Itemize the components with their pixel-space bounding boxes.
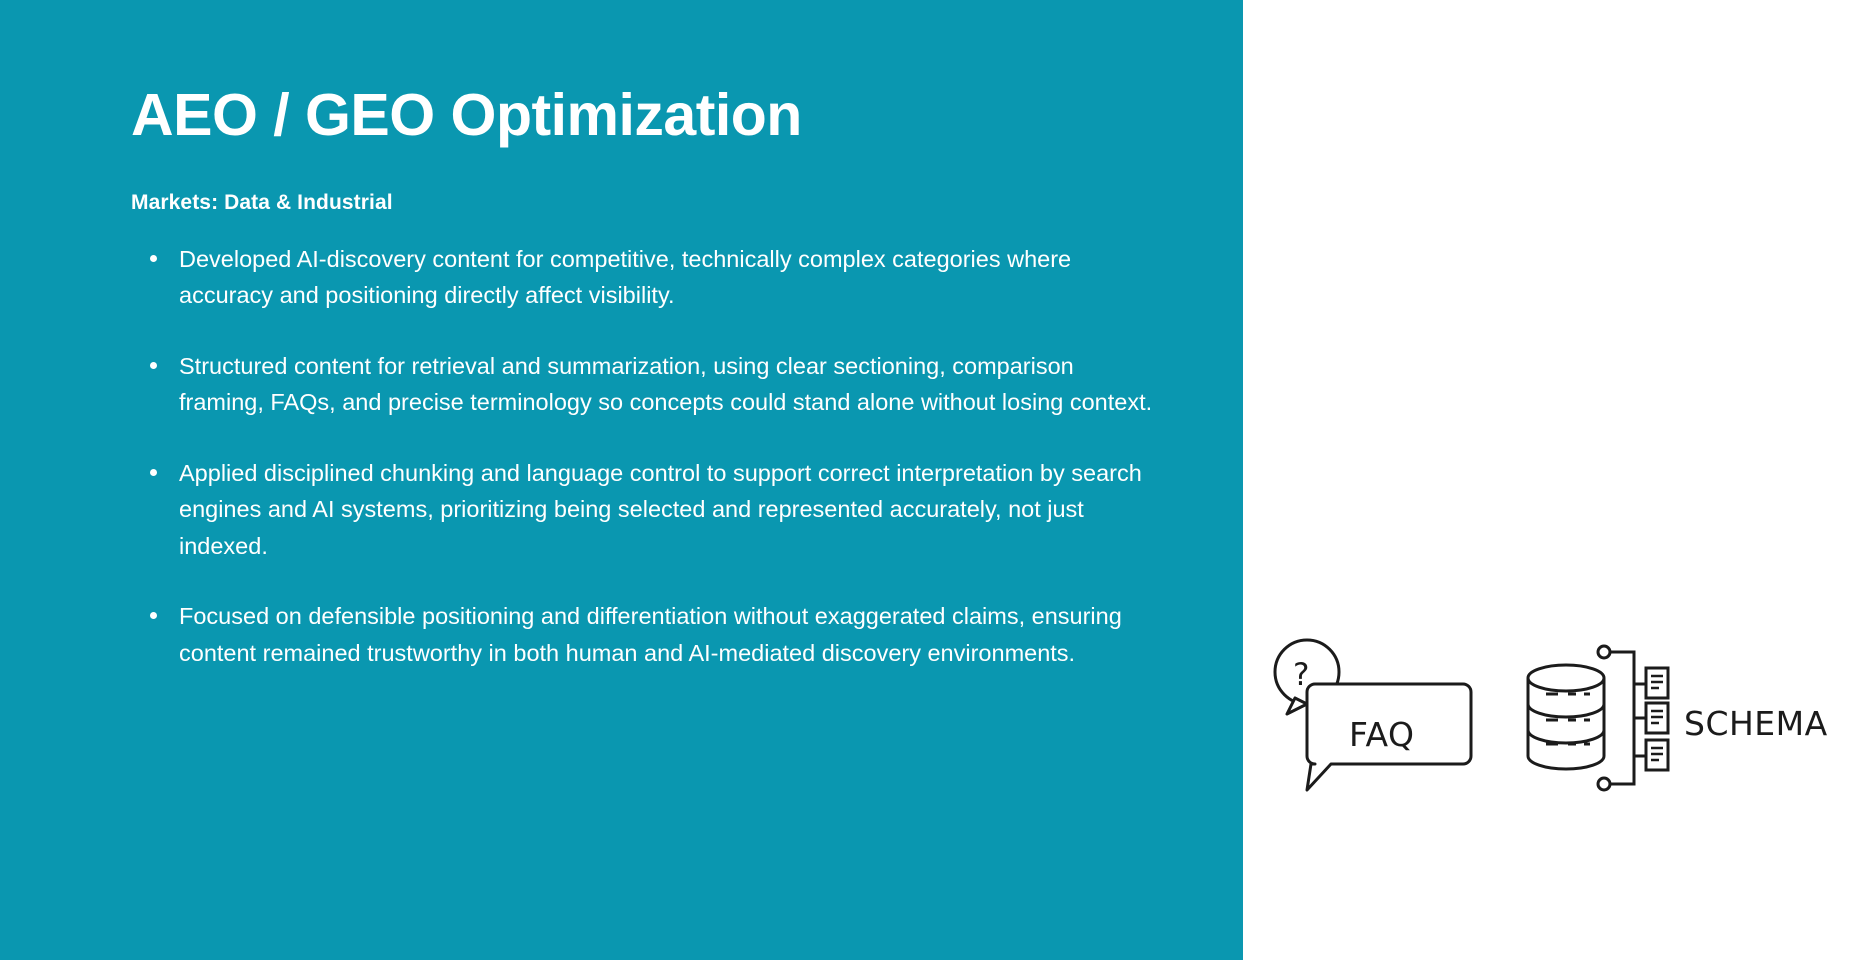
list-item xyxy=(150,455,1153,565)
schema-graphic xyxy=(1518,638,1828,808)
subtitle-markets: Markets: Data & Industrial xyxy=(131,190,393,214)
schema-database-icon xyxy=(1518,638,1678,808)
list-item-text: Focused on defensible positioning and differentiation without exaggerated claims, ensuring content remained trustworthy in both human and AI-mediated discovery environments. xyxy=(179,603,1122,666)
bullet-dot-icon xyxy=(150,255,157,262)
question-mark-glyph: ? xyxy=(1293,657,1310,693)
list-item-text: Developed AI-discovery content for competitive, technically complex categories where accuracy and positioning directly affect visibility. xyxy=(179,245,1072,309)
list-item xyxy=(150,598,1153,671)
list-item xyxy=(150,348,1153,421)
illustration-panel xyxy=(1243,0,1875,960)
bullet-dot-icon xyxy=(150,612,157,619)
list-item-text: Applied disciplined chunking and language control to support correct interpretation by search engines and AI systems, prioritizing being selected and represented accurately, not just indexed. xyxy=(179,459,1142,559)
list-item-text: Structured content for retrieval and summarization, using clear sectioning, comparison framing, FAQs, and precise terminology so concepts could stand alone without losing context. xyxy=(179,352,1153,416)
faq-graphic xyxy=(1265,638,1480,808)
bullet-list xyxy=(0,241,1243,672)
bullet-dot-icon xyxy=(150,469,157,476)
bullet-dot-icon xyxy=(150,362,157,369)
faq-label: FAQ xyxy=(1349,715,1415,754)
list-item xyxy=(150,241,1153,314)
icon-row xyxy=(1265,628,1865,818)
schema-label: SCHEMA xyxy=(1684,703,1828,743)
page-title: AEO / GEO Optimization xyxy=(131,82,802,148)
